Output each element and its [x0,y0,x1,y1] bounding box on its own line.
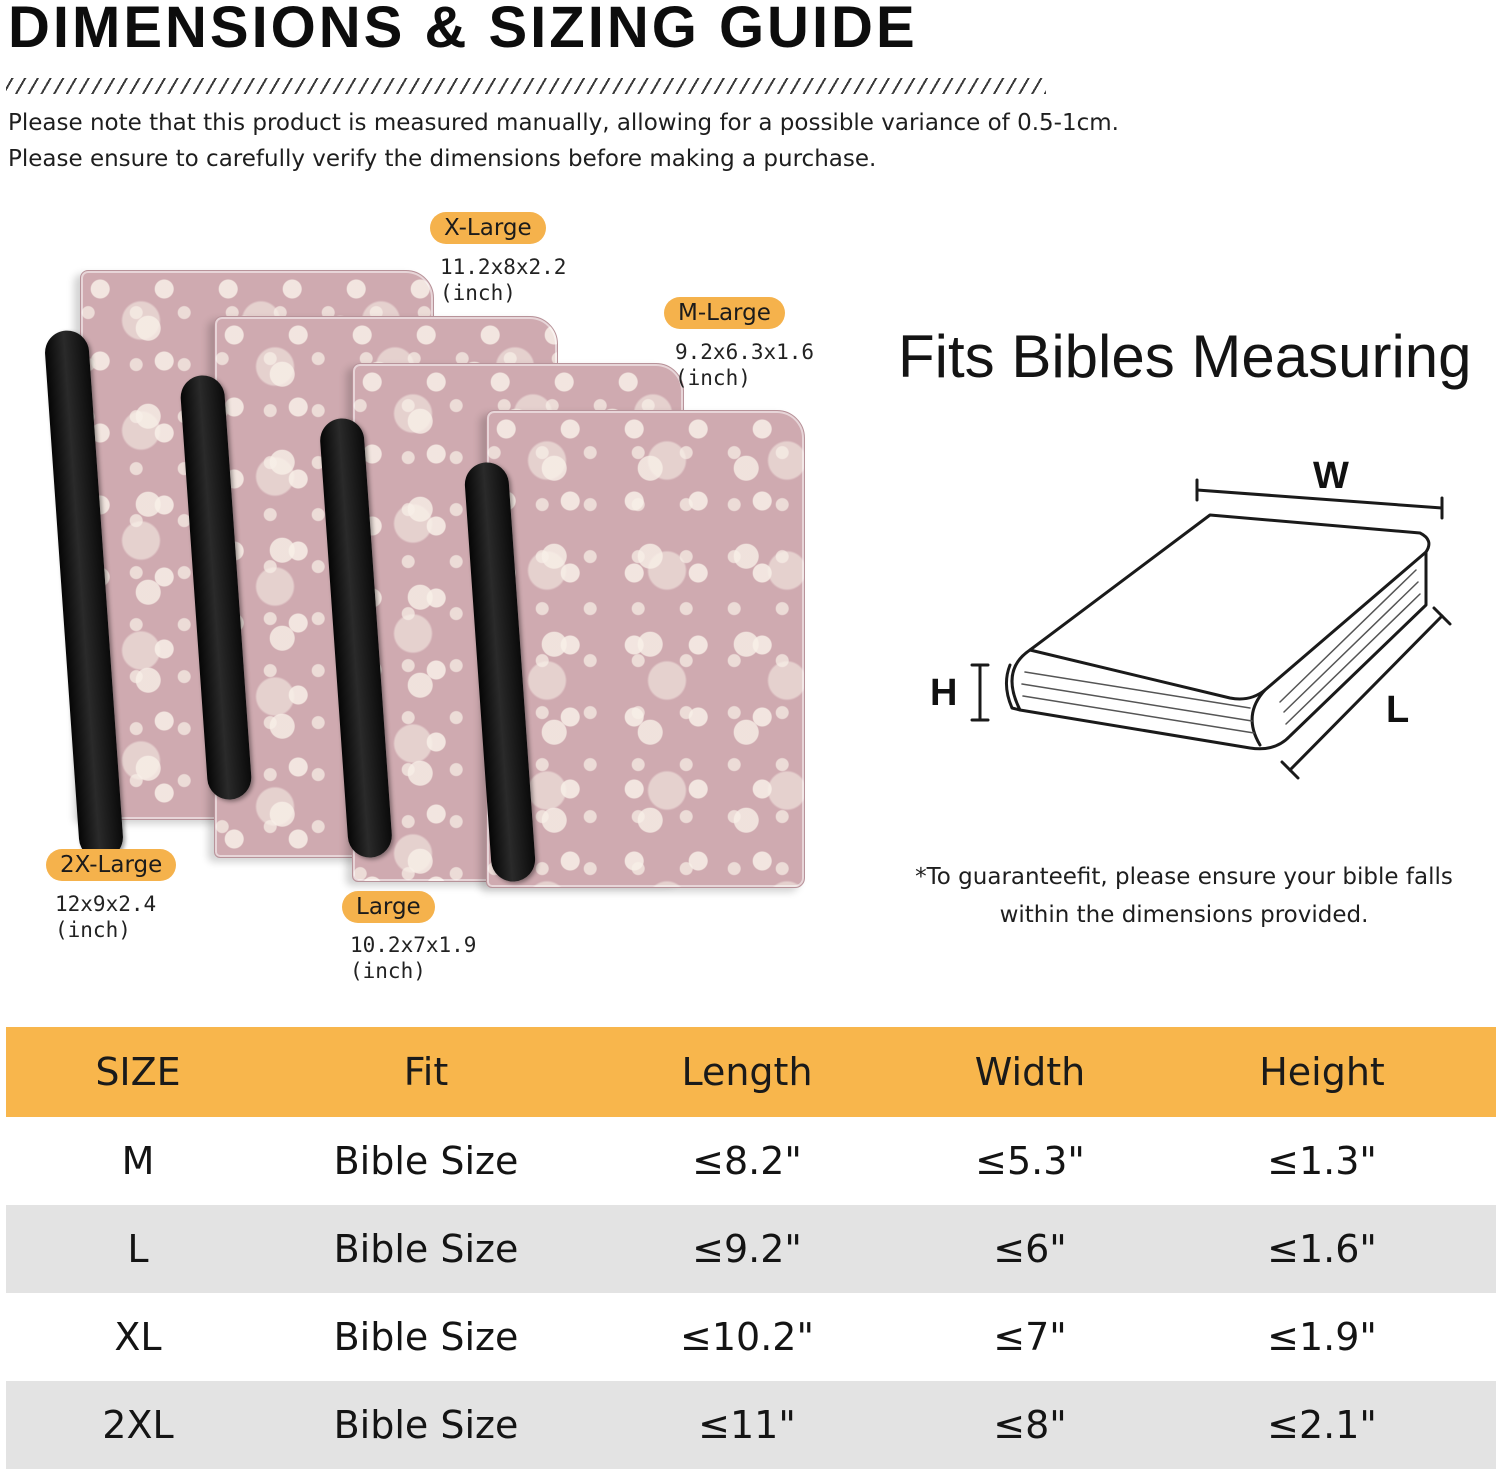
size-dims-large: 10.2x7x1.9 (inch) [350,933,477,983]
verify-note: Please ensure to carefully verify the dimensions before making a purchase. [8,146,877,172]
cell-width: ≤8" [912,1381,1148,1469]
fits-heading: Fits Bibles Measuring [898,323,1472,390]
size-dims-x-large: 11.2x8x2.2 (inch) [440,255,567,305]
size-table [6,1027,1496,1469]
book-diagram-icon [920,440,1480,800]
table-row [6,1293,1496,1381]
book-top-face [1030,515,1429,699]
variance-note: Please note that this product is measured manually, allowing for a possible variance of 0.5-1cm. [8,110,1119,136]
size-pill-large: Large [342,891,435,923]
l-label: L [1386,689,1410,731]
cell-fit: Bible Size [333,1315,519,1359]
size-pill-x-large: X-Large [430,212,546,244]
cell-length: ≤9.2" [582,1205,912,1293]
size-pill-2x-large: 2X-Large [46,849,176,881]
size-dims-m-large: 9.2x6.3x1.6 (inch) [675,340,815,390]
cell-length: ≤8.2" [692,1139,802,1183]
cell-height: ≤2.1" [1148,1381,1496,1469]
page-title: DIMENSIONS & SIZING GUIDE [8,0,918,60]
cell-size: 2XL [6,1381,270,1469]
header-size: SIZE [6,1027,270,1117]
header-length: Length [582,1027,912,1117]
table-header-row [6,1027,1496,1117]
cover-m-large [486,410,805,888]
cell-size: L [6,1205,270,1293]
cell-height: ≤1.3" [1267,1139,1377,1183]
cell-length: ≤10.2" [680,1315,814,1359]
table-row [6,1381,1496,1469]
table-row [6,1205,1496,1293]
cell-height: ≤1.9" [1267,1315,1377,1359]
cell-width: ≤6" [912,1205,1148,1293]
cell-fit: Bible Size [270,1205,582,1293]
cell-fit: Bible Size [333,1139,519,1183]
h-label: H [930,672,958,714]
cell-size: XL [114,1315,162,1359]
header-height: Height [1148,1027,1496,1117]
table-row [6,1117,1496,1205]
fit-caption: *To guaranteefit, please ensure your bible falls within the dimensions provided. [915,864,1453,928]
size-dims-2x-large: 12x9x2.4 (inch) [55,892,157,942]
w-label: W [1313,455,1349,497]
header-fit: Fit [270,1027,582,1117]
cell-size: M [121,1139,155,1183]
header-width: Width [912,1027,1148,1117]
size-pill-m-large: M-Large [664,297,785,329]
cell-fit: Bible Size [270,1381,582,1469]
cell-length: ≤11" [582,1381,912,1469]
cell-width: ≤5.3" [975,1139,1085,1183]
book-front-edge [1012,552,1426,749]
cell-width: ≤7" [993,1315,1067,1359]
hatch-divider [6,78,1046,94]
cell-height: ≤1.6" [1148,1205,1496,1293]
length-measure-line [1290,616,1442,770]
